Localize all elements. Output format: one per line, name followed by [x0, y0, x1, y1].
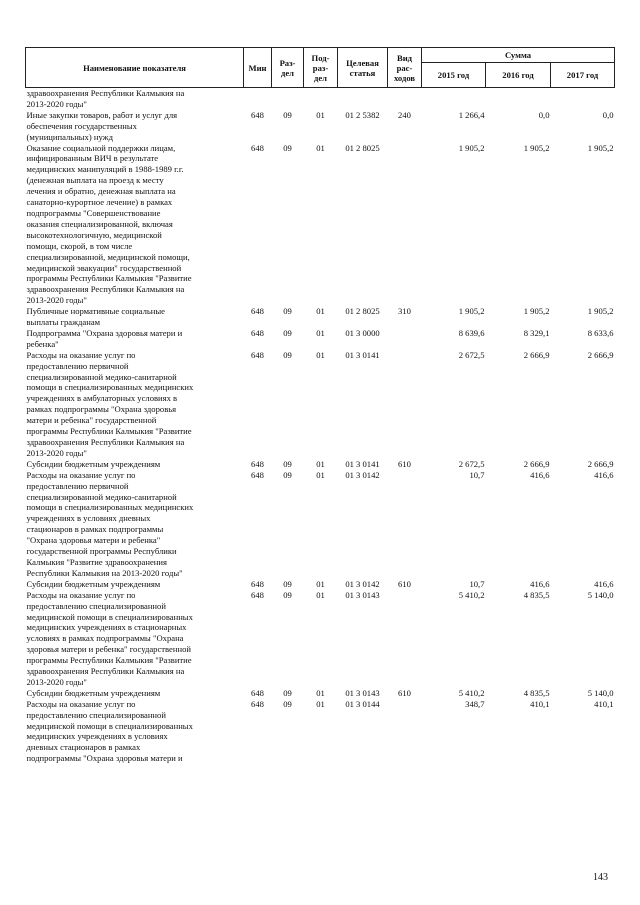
row-name: Расходы на оказание услуг по предоставлению специализированной медицинской помощи в специализированных медицинских учреждениях в стационарных условиях в рамках подпрограммы "Охрана здоровья матери и ребенка" государственной программы Республики Калмыкия "Развитие здравоохранения Республики Калмыкия на 2013-2020 годы"	[26, 589, 193, 687]
row-sum-2017: 416,6	[594, 578, 614, 589]
table-row	[26, 459, 615, 470]
row-ministry: 648	[251, 306, 264, 317]
header-year-2016: 2016 год	[486, 63, 551, 88]
row-subsection: 01	[316, 142, 325, 153]
table-header	[26, 48, 615, 88]
row-subsection	[304, 88, 338, 110]
header-name: Наименование показателя	[26, 48, 244, 88]
table-row	[26, 699, 615, 764]
row-expense-type: 610	[398, 687, 411, 698]
table-row	[26, 328, 615, 350]
row-ministry	[244, 88, 272, 110]
row-expense-type	[388, 88, 422, 110]
row-sum-2015	[422, 88, 486, 110]
row-sum-2016: 410,1	[530, 698, 550, 709]
row-target-article: 01 2 5382	[345, 109, 380, 120]
row-sum-2016: 2 666,9	[523, 349, 550, 360]
row-sum-2015: 5 410,2	[458, 589, 485, 600]
row-ministry: 648	[251, 327, 264, 338]
row-ministry: 648	[251, 109, 264, 120]
header-section: Раз- дел	[272, 48, 304, 88]
row-sum-2017: 0,0	[602, 109, 614, 120]
row-subsection: 01	[316, 109, 325, 120]
table-row	[26, 688, 615, 699]
header-subsection: Под- раз- дел	[304, 48, 338, 88]
row-target-article: 01 3 0143	[345, 589, 380, 600]
row-sum-2017: 5 140,0	[587, 687, 614, 698]
row-name: Публичные нормативные социальные выплаты гражданам	[26, 306, 165, 328]
row-subsection: 01	[316, 327, 325, 338]
page-number: 143	[593, 872, 608, 883]
row-expense-type	[388, 328, 422, 350]
row-target-article: 01 2 8025	[345, 142, 380, 153]
row-subsection: 01	[316, 698, 325, 709]
row-sum-2015: 10,7	[469, 578, 485, 589]
header-target-article: Целевая статья	[338, 48, 388, 88]
row-expense-type	[388, 470, 422, 579]
row-name: Иные закупки товаров, работ и услуг для обеспечения государственных (муниципальных) нужд	[26, 109, 178, 142]
row-sum-2017: 1 905,2	[587, 306, 614, 317]
row-sum-2016: 4 835,5	[523, 687, 550, 698]
header-sum: Сумма	[422, 48, 615, 63]
row-sum-2017: 2 666,9	[587, 349, 614, 360]
row-expense-type	[388, 350, 422, 459]
table-row	[26, 88, 615, 110]
table-row	[26, 143, 615, 307]
row-ministry: 648	[251, 698, 264, 709]
row-subsection: 01	[316, 349, 325, 360]
header-ministry: Мин	[244, 48, 272, 88]
row-expense-type	[388, 590, 422, 688]
row-target-article: 01 3 0143	[345, 687, 380, 698]
header-year-2017: 2017 год	[551, 63, 615, 88]
row-sum-2017: 2 666,9	[587, 458, 614, 469]
row-expense-type: 610	[398, 458, 411, 469]
row-subsection: 01	[316, 458, 325, 469]
row-sum-2016: 1 905,2	[523, 306, 550, 317]
row-name: Оказание социальной поддержки лицам, инфицированным ВИЧ в результате медицинских манипуляций в 1988-1989 г.г. (денежная выплата на проезд к месту лечения и обратно, денежная выплата на санаторно-курортное лечение) в рамках подпрограммы "Совершенствование оказания специализированной, включая высокотехнологичную, медицинской помощи, скорой, в том числе специализированной, медицинской помощи, медицинской эвакуации" государственной программы Республики Калмыкия "Развитие здравоохранения Республики Калмыкия на 2013-2020 годы"	[26, 142, 192, 306]
row-name: Подпрограмма "Охрана здоровья матери и ребенка"	[26, 327, 183, 349]
row-section: 09	[283, 142, 292, 153]
row-name: здравоохранения Республики Калмыкия на 2013-2020 годы"	[26, 88, 185, 109]
row-section: 09	[283, 109, 292, 120]
table-body	[26, 88, 615, 765]
row-expense-type	[388, 699, 422, 764]
row-sum-2016: 2 666,9	[523, 458, 550, 469]
row-sum-2017: 5 140,0	[587, 589, 614, 600]
row-sum-2016: 8 329,1	[523, 327, 550, 338]
row-sum-2016: 416,6	[530, 469, 550, 480]
row-target-article: 01 3 0142	[345, 469, 380, 480]
row-name: Расходы на оказание услуг по предоставлению первичной специализированной медико-санитарной помощи в специализированных медицинских учреждениях в амбулаторных условиях в рамках подпрограммы "Охрана здоровья матери и ребенка" государственной программы Республики Калмыкия "Развитие здравоохранения Республики Калмыкия на 2013-2020 годы"	[26, 349, 194, 458]
row-ministry: 648	[251, 142, 264, 153]
table-row	[26, 350, 615, 459]
row-ministry: 648	[251, 589, 264, 600]
row-subsection: 01	[316, 306, 325, 317]
row-ministry: 648	[251, 469, 264, 480]
row-sum-2015: 348,7	[465, 698, 485, 709]
row-target-article: 01 2 8025	[345, 306, 380, 317]
row-sum-2015: 1 905,2	[458, 306, 485, 317]
row-section	[272, 88, 304, 110]
budget-table	[25, 47, 615, 764]
row-sum-2016: 416,6	[530, 578, 550, 589]
row-name: Субсидии бюджетным учреждениям	[26, 687, 161, 698]
row-subsection: 01	[316, 469, 325, 480]
row-section: 09	[283, 578, 292, 589]
row-sum-2017: 8 633,6	[587, 327, 614, 338]
row-name: Субсидии бюджетным учреждениям	[26, 458, 161, 469]
row-ministry: 648	[251, 578, 264, 589]
row-target-article	[338, 88, 388, 110]
row-ministry: 648	[251, 687, 264, 698]
row-section: 09	[283, 687, 292, 698]
row-target-article: 01 3 0141	[345, 458, 380, 469]
row-sum-2015: 2 672,5	[458, 349, 485, 360]
row-sum-2016: 1 905,2	[523, 142, 550, 153]
header-expense-type: Вид рас- ходов	[388, 48, 422, 88]
row-subsection: 01	[316, 578, 325, 589]
table-row	[26, 470, 615, 579]
row-section: 09	[283, 589, 292, 600]
row-sum-2016: 0,0	[538, 109, 550, 120]
row-sum-2016	[486, 88, 551, 110]
row-target-article: 01 3 0141	[345, 349, 380, 360]
row-sum-2015: 2 672,5	[458, 458, 485, 469]
row-sum-2017	[551, 88, 615, 110]
row-subsection: 01	[316, 687, 325, 698]
table-row	[26, 579, 615, 590]
row-sum-2017: 410,1	[594, 698, 614, 709]
table-row	[26, 306, 615, 328]
row-expense-type	[388, 143, 422, 307]
row-sum-2017: 416,6	[594, 469, 614, 480]
row-sum-2015: 1 266,4	[458, 109, 485, 120]
row-subsection: 01	[316, 589, 325, 600]
row-name: Расходы на оказание услуг по предоставлению специализированной медицинской помощи в специализированных медицинских учреждениях в условиях дневных стационаров в рамках подпрограммы "Охрана здоровья матери и	[26, 698, 193, 764]
row-section: 09	[283, 469, 292, 480]
row-section: 09	[283, 349, 292, 360]
row-section: 09	[283, 698, 292, 709]
row-sum-2017: 1 905,2	[587, 142, 614, 153]
row-name: Расходы на оказание услуг по предоставлению первичной специализированной медико-санитарной помощи в специализированных медицинских учреждениях в условиях дневных стационаров в рамках подпрограммы "Охрана здоровья матери и ребенка" государственной программы Республики Калмыкия "Развитие здравоохранения Республики Калмыкия на 2013-2020 годы"	[26, 469, 194, 578]
row-name: Субсидии бюджетным учреждениям	[26, 578, 161, 589]
row-expense-type: 310	[398, 306, 411, 317]
row-ministry: 648	[251, 349, 264, 360]
row-ministry: 648	[251, 458, 264, 469]
row-sum-2016: 4 835,5	[523, 589, 550, 600]
row-sum-2015: 10,7	[469, 469, 485, 480]
table-row	[26, 110, 615, 143]
header-year-2015: 2015 год	[422, 63, 486, 88]
row-target-article: 01 3 0144	[345, 698, 380, 709]
row-expense-type: 610	[398, 578, 411, 589]
table-row	[26, 590, 615, 688]
row-target-article: 01 3 0000	[345, 327, 380, 338]
row-sum-2015: 1 905,2	[458, 142, 485, 153]
row-section: 09	[283, 458, 292, 469]
row-sum-2015: 8 639,6	[458, 327, 485, 338]
row-target-article: 01 3 0142	[345, 578, 380, 589]
row-section: 09	[283, 306, 292, 317]
row-sum-2015: 5 410,2	[458, 687, 485, 698]
row-expense-type: 240	[398, 109, 411, 120]
row-section: 09	[283, 327, 292, 338]
